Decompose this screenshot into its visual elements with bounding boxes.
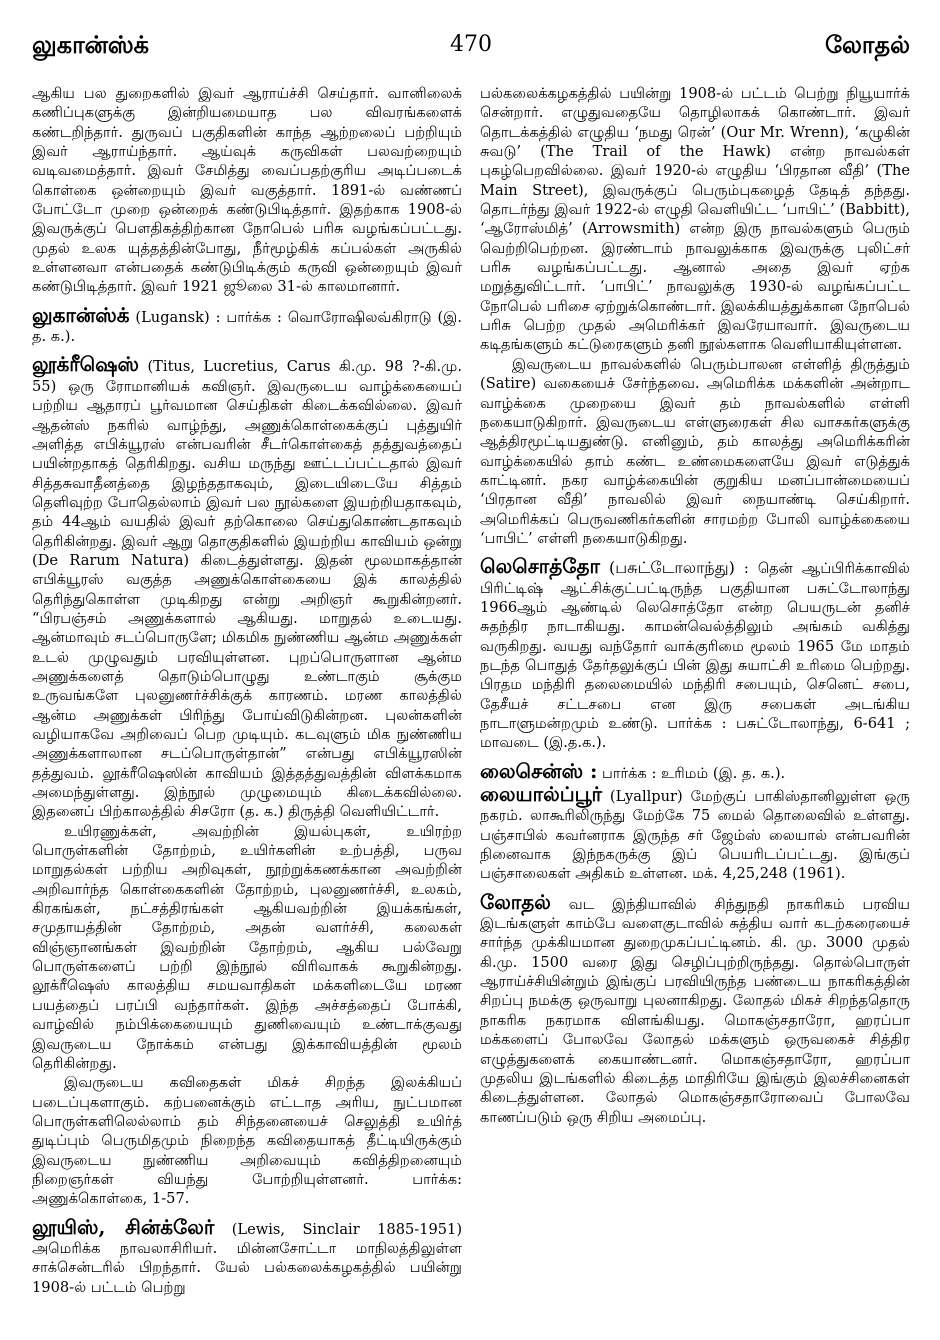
headword: லூயிஸ், சின்க்லேர்: [32, 1214, 215, 1239]
right-column: [480, 84, 910, 1127]
headword: லுகான்ஸ்க்: [32, 302, 130, 327]
entry-text: : பார்க்க : வொரோஷிலவ்கிராடு (இ. த. க.).: [32, 308, 463, 346]
headword: லூக்ரீஷெஸ்: [32, 352, 140, 377]
headword: லெசொத்தோ: [480, 554, 600, 579]
running-head-left: லுகான்ஸ்க்: [32, 30, 150, 59]
headword: லைசென்ஸ் :: [480, 758, 598, 783]
entry-paragraph: இவருடைய நாவல்களில் பெரும்பாலன எள்ளித் திருத்தும் (Satire) வகையைச் சேர்ந்தவை. அமெரிக்க மக்களின் அன்றாட வாழ்க்கை முறையை இவர் தம் நாவல்களில் எள்ளி நகையாடுகிறார். இவருடைய எள்ளுரைகள் சில வாசகர்களுக்கு ஆத்திரமூட்டியதுண்டு. எனினும், தம் காலத்து அமெரிக்கரின் வாழ்க்கையில் தாம் கண்ட உண்மைகளையே இவர் எடுத்துக் காட்டினர். நகர வாழ்க்கையின் குறுகிய மனப்பான்மையைப் ‘பிரதான வீதி’ நாவலில் இவர் நையாண்டி செய்கிறார். அமெரிக்கப் பெருவணிகர்களின் சாரமற்ற போலி வாழ்க்கையை ‘பாபிட்’ எள்ளி நகையாடுகிறது.: [480, 355, 910, 547]
latin-name: (Titus, Lucretius, Carus: [147, 358, 331, 376]
entry-lothal: [480, 891, 910, 1127]
entry-text: பார்க்க : உரிமம் (இ. த. க.).: [602, 764, 786, 782]
entry-lucretius: [32, 353, 462, 821]
entry-text: : தென் ஆப்பிரிக்காவில் பிரிட்டிஷ் ஆட்சிக்குட்பட்டிருந்த பகுதியான பசுட்டோலாந்து 1966ஆம் ஆண்டில் லெசொத்தோ என்ற பெயருடன் தனிச் சுதந்திர நாடாகியது. காமன்வெல்த்திலும் அங்கம் வகித்து வருகிறது. வயது வந்தோர் வாக்குரிமை மூலம் 1965 மே மாதம் நடந்த பொதுத் தேர்தலுக்குப் பின் இது சுயாட்சி உரிமை பெற்றது. பிரதம மந்திரி தலைமையில் மந்திரி சபையும், செனெட் சபை, தேசீயச் சட்டசபை என இரு சபைகள் அடங்கிய நாடாளுமன்றமும் உண்டு. பார்க்க : பசுட்டோலாந்து, 6-641 ; மாவடை (இ.த.க.).: [480, 560, 911, 752]
entry-paragraph: இவருடைய கவிதைகள் மிகச் சிறந்த இலக்கியப் படைப்புகளாகும். கற்பனைக்கும் எட்டாத அரிய, நுட்பமான பொருள்களிலெல்லாம் தம் சிந்தனையைச் செலுத்தி உயிர்த் துடிப்பும் பெருமிதமும் நிறைந்த கவிதையாகத் தீட்டியிருக்கும் இவருடைய நுண்ணிய அறிவையும் கவித்திறனையும் நிறைஞர்கள் வியந்து போற்றியுள்ளனர். பார்க்க: அணுக்கொள்கை, 1-57.: [32, 1074, 462, 1208]
page-header: [32, 20, 910, 84]
continued-paragraph: பல்கலைக்கழகத்தில் பயின்று 1908-ல் பட்டம் பெற்று நியூயார்க் சென்றார். எழுதுவதையே தொழிலாகக் கொண்டார். இவர் தொடக்கத்தில் எழுதிய ‘நமது ரென்’ (Our Mr. Wrenn), ‘கழுகின் சுவடு’ (The Trail of the Hawk) என்ற நாவல்கள் புகழ்பெறவில்லை. இவர் 1920-ல் எழுதிய ‘பிரதான வீதி’ (The Main Street), இவருக்குப் பெரும்புகழைத் தேடித் தந்தது. தொடர்ந்து இவர் 1922-ல் எழுதி வெளியிட்ட ‘பாபிட்’ (Babbitt), ‘ஆரோஸ்மித்’ (Arrowsmith) என்ற இரு நாவல்களும் பெரும் வெற்றிபெற்றன. இரண்டாம் நாவலுக்காக இவருக்கு புலிட்சர் பரிசு வழங்கப்பட்டது. ஆனால் அதை இவர் ஏற்க மறுத்துவிட்டார். ‘பாபிட்’ நாவலுக்கு 1930-ல் வழங்கப்பட்ட நோபெல் பரிசை ஏற்றுக்கொண்டார். இலக்கியத்துக்கான நோபெல் பரிசு பெற்ற முதல் அமெரிக்கர் இவரேயாவார். இவருடைய கடிதங்களும் கட்டுரைகளும் தனி நூல்களாக வெளியாகியுள்ளன.: [480, 85, 910, 354]
page-number: 470: [450, 32, 492, 57]
latin-name: (Lewis, Sinclair: [231, 1220, 360, 1238]
headword: லையால்ப்பூர்: [480, 782, 602, 807]
continued-paragraph: ஆகிய பல துறைகளில் இவர் ஆராய்ச்சி செய்தார். வானிலைக் கணிப்புகளுக்கு இன்றியமையாத பல விவரங்களைக் கண்டறிந்தார். துருவப் பகுதிகளின் காந்த ஆற்றலைப் பற்றியும் இவர் ஆராய்ந்தார். ஆய்வுக் கருவிகள் பலவற்றையும் வடிவமைத்தார். இவர் சேமித்து வைப்பதற்குரிய அடிப்படைக் கொள்கை ஒன்றையும் இவர் வகுத்தார். 1891-ல் வண்ணப் போட்டோ முறை ஒன்றைக் கண்டுபிடித்தார். இதற்காக 1908-ல் இவருக்குப் பௌதிகத்திற்கான நோபெல் பரிசு வழங்கப்பட்டது. முதல் உலக யுத்தத்தின்போது, நீர்மூழ்கிக் கப்பல்கள் அருகில் உள்ளனவா என்பதைக் கண்டுபிடிக்கும் கருவி ஒன்றையும் இவர் கண்டுபிடித்தார். இவர் 1921 ஜூலை 31-ல் காலமானார்.: [32, 85, 462, 296]
alt-name: (பசுட்டோலாந்து): [609, 558, 735, 578]
entry-licence: [480, 760, 910, 783]
running-head-right: லோதல்: [824, 30, 910, 59]
entry-lyallpur: [480, 783, 910, 884]
entry-text: 1885-1951) அமெரிக்க நாவலாசிரியர். மின்னசோட்டா மாநிலத்திலுள்ள சாக்சென்டரில் பிறந்தார். யேல் பல்கலைக்கழகத்தில் பயின்று 1908-ல் பட்டம் பெற்று: [32, 1220, 463, 1296]
entry-text: வட இந்தியாவில் சிந்துநதி நாகரிகம் பரவிய இடங்களுள் காம்பே வளைகுடாவில் சுத்திய வார் கடற்கரையைச் சார்ந்த முக்கியமான துறைமுகப்பட்டினம். கி. மு. 3000 முதல் கி.மு. 1500 வரை இது செழிப்புற்றிருந்தது. தொல்பொருள் ஆராய்ச்சியின்றும் இங்குப் பரவியிருந்த பண்டைய நாகரிகத்தின் சிறப்பு நமக்கு ஒருவாறு புலனாகிறது. லோதல் மிகச் சிறந்ததொரு நாகரிக நகரமாக விளங்கியது. மொகஞ்சதாரோ, ஹரப்பா மக்களைப் போலவே லோதல் மக்களும் ஒருவகைச் சித்திர எழுத்துகளைக் கையாண்டனர். மொகஞ்சதாரோ, ஹரப்பா முதலிய இடங்களில் கிடைத்த மாதிரியே இங்கும் இலச்சினைகள் கிடைத்துள்ளன. லோதல் மொகஞ்சதாரோவைப் போலவே காணப்படும் ஒரு சிறிய அமைப்பு.: [480, 895, 910, 1126]
entry-lesotho: [480, 555, 910, 752]
left-column: [32, 84, 462, 1297]
headword: லோதல்: [480, 889, 551, 914]
entry-text: மேற்குப் பாகிஸ்தானிலுள்ள ஒரு நகரம். லாகூரிலிருந்து மேற்கே 75 மைல் தொலைவில் உள்ளது. பஞ்சாபில் கவர்னராக இருந்த சர் ஜேம்ஸ் லையால் என்பவரின் நினைவாக இந்நகருக்கு இப் பெயரிடப்பட்டது. இங்குப் பஞ்சாலைகள் அதிகம் உள்ளன. மக். 4,25,248 (1961).: [480, 788, 910, 883]
entry-lewis: [32, 1216, 462, 1297]
latin-name: (Lyallpur): [609, 788, 683, 806]
entry-text: கி.மு. 98 ?-கி.மு. 55) ஒரு ரோமானியக் கவிஞர். இவருடைய வாழ்க்கையைப் பற்றிய ஆதாரப் பூர்வமான செய்திகள் கிடைக்கவில்லை. இவர் ஆதன்ஸ் நகரில் வாழ்ந்து, அணுக்கொள்கைக்குப் புத்துயிர் அளித்த எபிக்யூரஸ் என்பவரின் சீடர்கொள்கைத் தத்துவத்தைப் பயின்றதாகத் தெரிகிறது. வசிய மருந்து ஊட்டப்பட்டதால் இவர் சித்தசுவாதீனத்தை இழந்ததாகவும், இடையிடையே சித்தம் தெளிவுற்ற போதெல்லாம் இவர் பல நூல்களை இயற்றியதாகவும், தம் 44ஆம் வயதில் இவர் தற்கொலை செய்துகொண்டதாகவும் தெரிகின்றது. இவர் ஆறு தொகுதிகளில் இயற்றிய காவியம் ஒன்று (De Rarum Natura) கிடைத்துள்ளது. இதன் மூலமாகத்தான் எபிக்யூரஸ் வகுத்த அணுக்கொள்கையை இக் காலத்தில் தெரிந்துகொள்ள முடிகிறது என்று அறிஞர் கூறுகின்றனர். “பிரபஞ்சம் அணுக்களால் ஆகியது. மாறுதல் உடையது. ஆன்மாவும் சடப்பொருளே; மிகமிக நுண்ணிய ஆன்ம அணுக்கள் உடல் முழுவதும் பரவியுள்ளன. புறப்பொருளான ஆன்ம அணுக்களைத் தொடும்பொழுது உண்டாகும் சூக்கும உருவங்களே புலனுணர்ச்சிக்குக் காரணம். மரண காலத்தில் ஆன்ம அணுக்கள் பிரிந்து போய்விடுகின்றன. புலன்களின் வழியாகவே அறிவைப் பெற முடியும். கடவுளும் மிக நுண்ணிய அணுக்களாலான சடப்பொருள்தான்” என்பது எபிக்யூரஸின் தத்துவம். லூக்ரீஷெஸின் காவியம் இத்தத்துவத்தின் விளக்கமாக அமைந்துள்ளது. இந்நூல் முழுமையும் கிடைக்கவில்லை. இதனைப் பிற்காலத்தில் சிசரோ (த. க.) திருத்தி வெளியிட்டார்.: [32, 358, 463, 821]
entry-lugansk: [32, 304, 462, 347]
entry-paragraph: உயிரணுக்கள், அவற்றின் இயல்புகள், உயிரற்ற பொருள்களின் தோற்றம், உயிர்களின் உற்பத்தி, பருவ மாறுதல்கள் பற்றிய அறிவுகள், நூற்றுக்கணக்கான அவற்றின் அறிவார்ந்த கொள்கைகளின் தோற்றம், புலனுணர்ச்சி, உலகம், கிரகங்கள், நட்சத்திரங்கள் ஆகியவற்றின் இயக்கங்கள், சமுதாயத்தின் தோற்றம், அதன் வளர்ச்சி, கலைகள் விஞ்ஞானங்கள் இவற்றின் தோற்றம், ஆகிய பல்வேறு பொருள்களைப் பற்றி இந்நூல் விரிவாகக் கூறுகின்றது. லூக்ரீஷெஸ் காலத்திய சமயவாதிகள் மக்களிடையே மரண பயத்தைப் பரப்பி வந்தார்கள். இந்த அச்சத்தைப் போக்கி, வாழ்வில் நம்பிக்கையையும் துணிவையும் உண்டாக்குவது இவருடைய நோக்கம் என்பது இக்காவியத்தின் மூலம் தெரிகின்றது.: [32, 822, 462, 1072]
two-column-body: [32, 84, 910, 1297]
latin-name: (Lugansk): [135, 308, 210, 326]
